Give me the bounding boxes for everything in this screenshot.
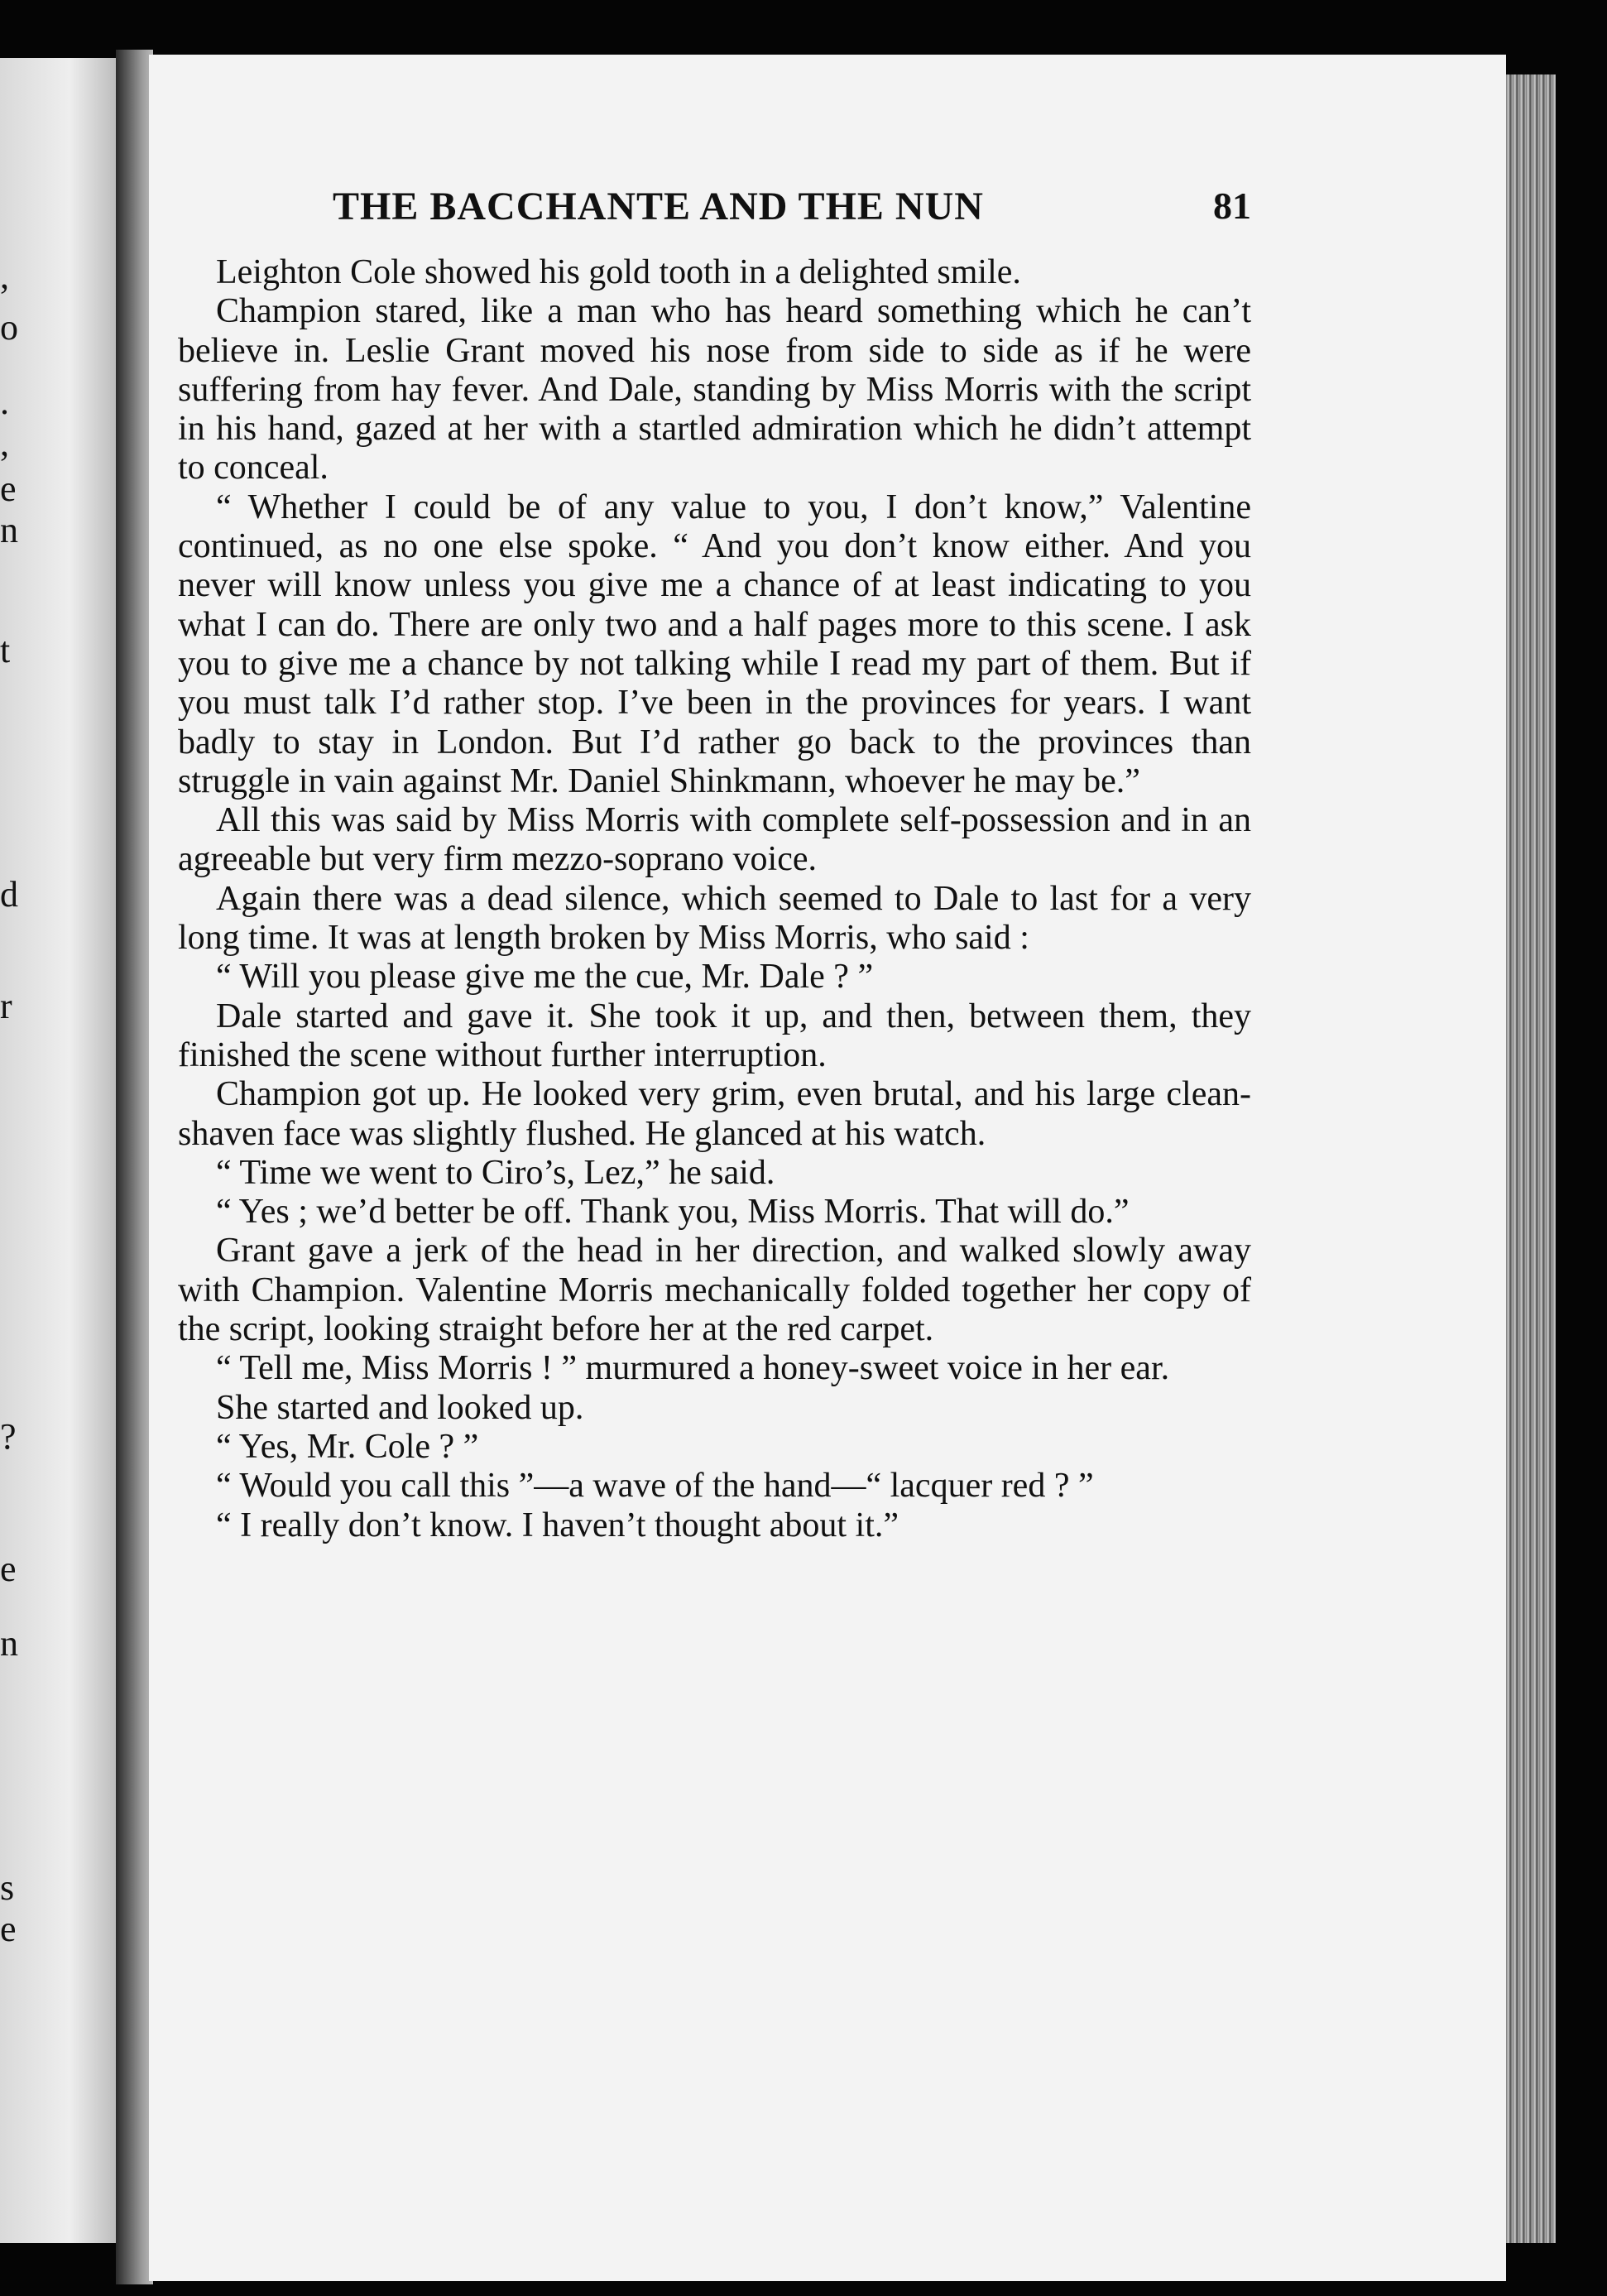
running-title: THE BACCHANTE AND THE NUN bbox=[333, 185, 984, 228]
page-stack-edge bbox=[1506, 74, 1556, 2243]
paragraph: “ Yes ; we’d better be off. Thank you, Miss Morris. That will do.” bbox=[216, 1193, 1130, 1232]
paragraph: “ Tell me, Miss Morris ! ” murmured a honey-sweet voice in her ear. bbox=[216, 1349, 1170, 1388]
facing-page-fragment: , bbox=[0, 256, 9, 296]
facing-page-fragment: . bbox=[0, 382, 9, 422]
paragraph: “ Whether I could be of any value to you, I don’t know,” Valentine continued, as no one else spoke. “ And you don’t know either. And you never will know unless you give me a chance of at least indicating to you what I can do. There are only two and a half pages more to this scene. I ask you to give me a chance by not talking while I read my part of them. But if you must talk I’d rather stop. I’ve been in the provinces for years. I want badly to stay in London. But I’d rather go back to the provinces than struggle in vain against Mr. Daniel Shinkmann, whoever he may be.” bbox=[178, 488, 1251, 800]
paragraph: Champion got up. He looked very grim, even brutal, and his large clean-shaven face was slightly flushed. He glanced at his watch. bbox=[178, 1075, 1251, 1153]
page-number: 81 bbox=[1213, 185, 1251, 227]
facing-page-fragment: , bbox=[0, 423, 9, 464]
paragraph: “ Yes, Mr. Cole ? ” bbox=[216, 1427, 479, 1466]
paragraph: “ Would you call this ”—a wave of the hand—“ lacquer red ? ” bbox=[216, 1467, 1094, 1506]
paragraph: Grant gave a jerk of the head in her direction, and walked slowly away with Champion. Valentine Morris mechanically folded together her copy of the script, looking straight before her at the red carpet. bbox=[178, 1232, 1251, 1349]
facing-page-fragment: e bbox=[0, 1909, 17, 1949]
page-header bbox=[333, 184, 1251, 233]
facing-page-fragment: e bbox=[0, 1549, 17, 1589]
facing-page-fragment: o bbox=[0, 307, 18, 348]
facing-page-fragment: e bbox=[0, 468, 17, 509]
paragraph: Again there was a dead silence, which seemed to Dale to last for a very long time. It was at length broken by Miss Morris, who said : bbox=[178, 879, 1251, 958]
facing-page-fragment: s bbox=[0, 1867, 15, 1908]
paragraph: Dale started and gave it. She took it up, and then, between them, they finished the scene without further interruption. bbox=[178, 997, 1251, 1074]
paragraph: All this was said by Miss Morris with complete self-possession and in an agreeable but very firm mezzo-soprano voice. bbox=[178, 801, 1251, 879]
book-gutter bbox=[116, 50, 153, 2284]
facing-page-fragment: n bbox=[0, 510, 18, 550]
paragraph: Champion stared, like a man who has heard something which he can’t believe in. Leslie Grant moved his nose from side to side as if he were suffering from hay fever. And Dale, standing by Miss Morris with the script in his hand, gazed at her with a startled admiration which he didn’t attempt to conceal. bbox=[178, 292, 1251, 488]
facing-page-fragment: t bbox=[0, 630, 11, 670]
paragraph: Leighton Cole showed his gold tooth in a delighted smile. bbox=[216, 253, 1021, 291]
facing-page-edge bbox=[0, 58, 116, 2243]
facing-page-fragment: d bbox=[0, 874, 18, 915]
body-text bbox=[178, 253, 1251, 1545]
paragraph: “ I really don’t know. I haven’t thought about it.” bbox=[216, 1506, 899, 1544]
facing-page-fragment: ? bbox=[0, 1416, 17, 1457]
paragraph: She started and looked up. bbox=[216, 1388, 584, 1427]
facing-page-fragment: n bbox=[0, 1623, 18, 1664]
facing-page-fragment: r bbox=[0, 986, 12, 1026]
paragraph: “ Time we went to Ciro’s, Lez,” he said. bbox=[216, 1153, 775, 1192]
paragraph: “ Will you please give me the cue, Mr. Dale ? ” bbox=[216, 958, 874, 997]
